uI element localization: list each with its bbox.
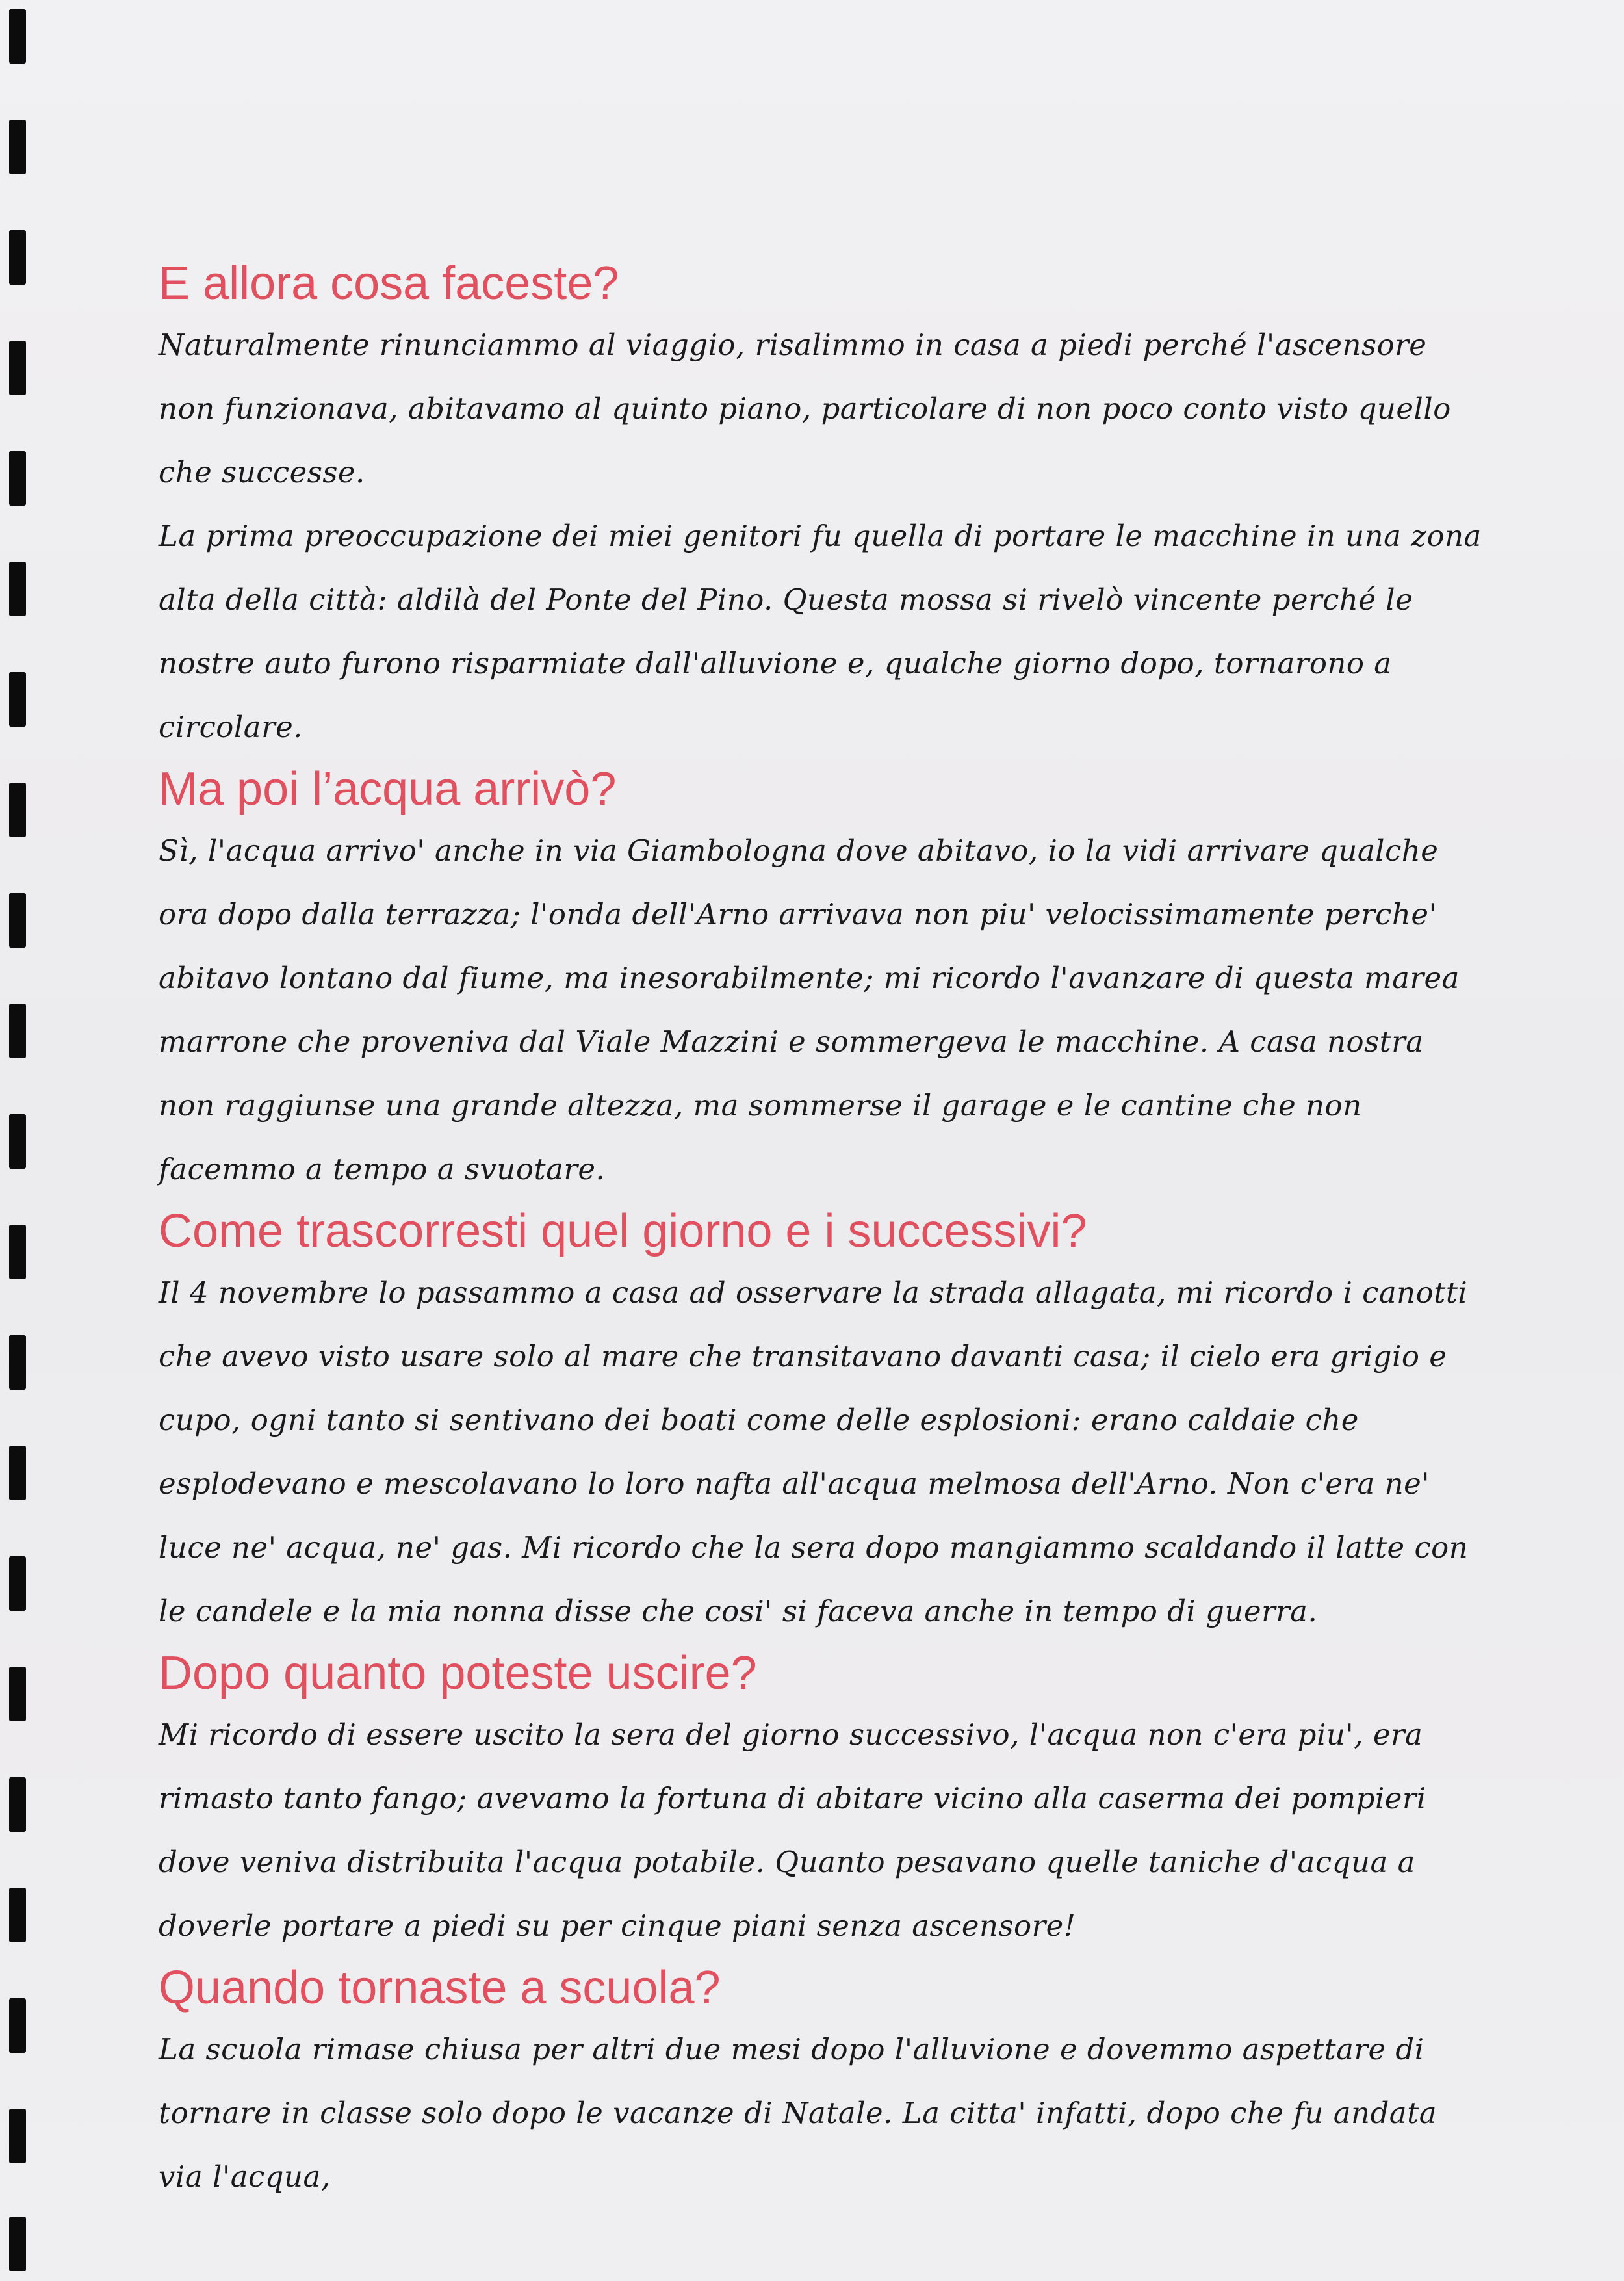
- binding-hole: [9, 1335, 26, 1390]
- answer-paragraph: La prima preoccupazione dei miei genitori fu quella di portare le macchine in una zona alta della città: aldilà del Ponte del Pino. Questa mossa si rivelò vincente perché le nostre auto furono risparmiate dall'alluvione e, qualche giorno dopo, tornarono a circolare.: [159, 519, 1482, 744]
- binding-hole: [9, 783, 26, 837]
- interview-content: [159, 254, 1484, 2209]
- spiral-binding-holes: [9, 0, 29, 2281]
- binding-hole: [9, 672, 26, 727]
- binding-hole: [9, 562, 26, 616]
- answer-paragraph: Naturalmente rinunciammo al viaggio, risalimmo in casa a piedi perché l'ascensore non funzionava, abitavamo al quinto piano, particolare di non poco conto visto quello che successe.: [159, 328, 1451, 489]
- binding-hole: [9, 9, 26, 64]
- binding-hole: [9, 230, 26, 285]
- binding-hole: [9, 1114, 26, 1169]
- qa-section: [159, 1958, 1484, 2209]
- answer-paragraph: Mi ricordo di essere uscito la sera del giorno successivo, l'acqua non c'era piu', era rimasto tanto fango; avevamo la fortuna di abitare vicino alla caserma dei pompieri dove veniva distribuita l'acqua potabile. Quanto pesavano quelle taniche d'acqua a doverle portare a piedi su per cinque piani senza ascensore!: [159, 1717, 1426, 1943]
- binding-hole: [9, 1998, 26, 2053]
- question-heading: Come trascorresti quel giorno e i successivi?: [159, 1205, 1087, 1257]
- answer-paragraph: Sì, l'acqua arrivo' anche in via Giambologna dove abitavo, io la vidi arrivare qualche ora dopo dalla terrazza; l'onda dell'Arno arrivava non piu' velocissimamente perche' abitavo lontano dal fiume, ma inesorabilmente; mi ricordo l'avanzare di questa marea marrone che proveniva dal Viale Mazzini e sommergeva le macchine. A casa nostra non raggiunse una grande altezza, ma sommerse il garage e le cantine che non facemmo a tempo a svuotare.: [159, 833, 1460, 1186]
- qa-section: [159, 1643, 1484, 1958]
- qa-section: [159, 1201, 1484, 1643]
- binding-hole: [9, 1556, 26, 1611]
- question-heading: Quando tornaste a scuola?: [159, 1962, 721, 2014]
- question-heading: E allora cosa faceste?: [159, 257, 619, 309]
- binding-hole: [9, 1888, 26, 1942]
- binding-hole: [9, 451, 26, 506]
- binding-hole: [9, 120, 26, 174]
- binding-hole: [9, 1004, 26, 1058]
- binding-hole: [9, 341, 26, 395]
- binding-hole: [9, 1667, 26, 1721]
- binding-hole: [9, 2109, 26, 2163]
- binding-hole: [9, 893, 26, 948]
- binding-hole: [9, 1777, 26, 1832]
- answer-paragraph: Il 4 novembre lo passammo a casa ad osservare la strada allagata, mi ricordo i canotti che avevo visto usare solo al mare che transitavano davanti casa; il cielo era grigio e cupo, ogni tanto si sentivano dei boati come delle esplosioni: erano caldaie che esplodevano e mescolavano lo loro nafta all'acqua melmosa dell'Arno. Non c'era ne' luce ne' acqua, ne' gas. Mi ricordo che la sera dopo mangiammo scaldando il latte con le candele e la mia nonna disse che cosi' si faceva anche in tempo di guerra.: [159, 1275, 1469, 1628]
- binding-hole: [9, 1446, 26, 1500]
- question-heading: Dopo quanto poteste uscire?: [159, 1647, 757, 1699]
- qa-section: [159, 759, 1484, 1201]
- qa-section: [159, 254, 1484, 759]
- question-heading: Ma poi l’acqua arrivò?: [159, 763, 617, 815]
- binding-hole: [9, 2217, 26, 2271]
- answer-paragraph: La scuola rimase chiusa per altri due mesi dopo l'alluvione e dovemmo aspettare di tornare in classe solo dopo le vacanze di Natale. La citta' infatti, dopo che fu andata via l'acqua,: [159, 2032, 1437, 2194]
- binding-hole: [9, 1225, 26, 1279]
